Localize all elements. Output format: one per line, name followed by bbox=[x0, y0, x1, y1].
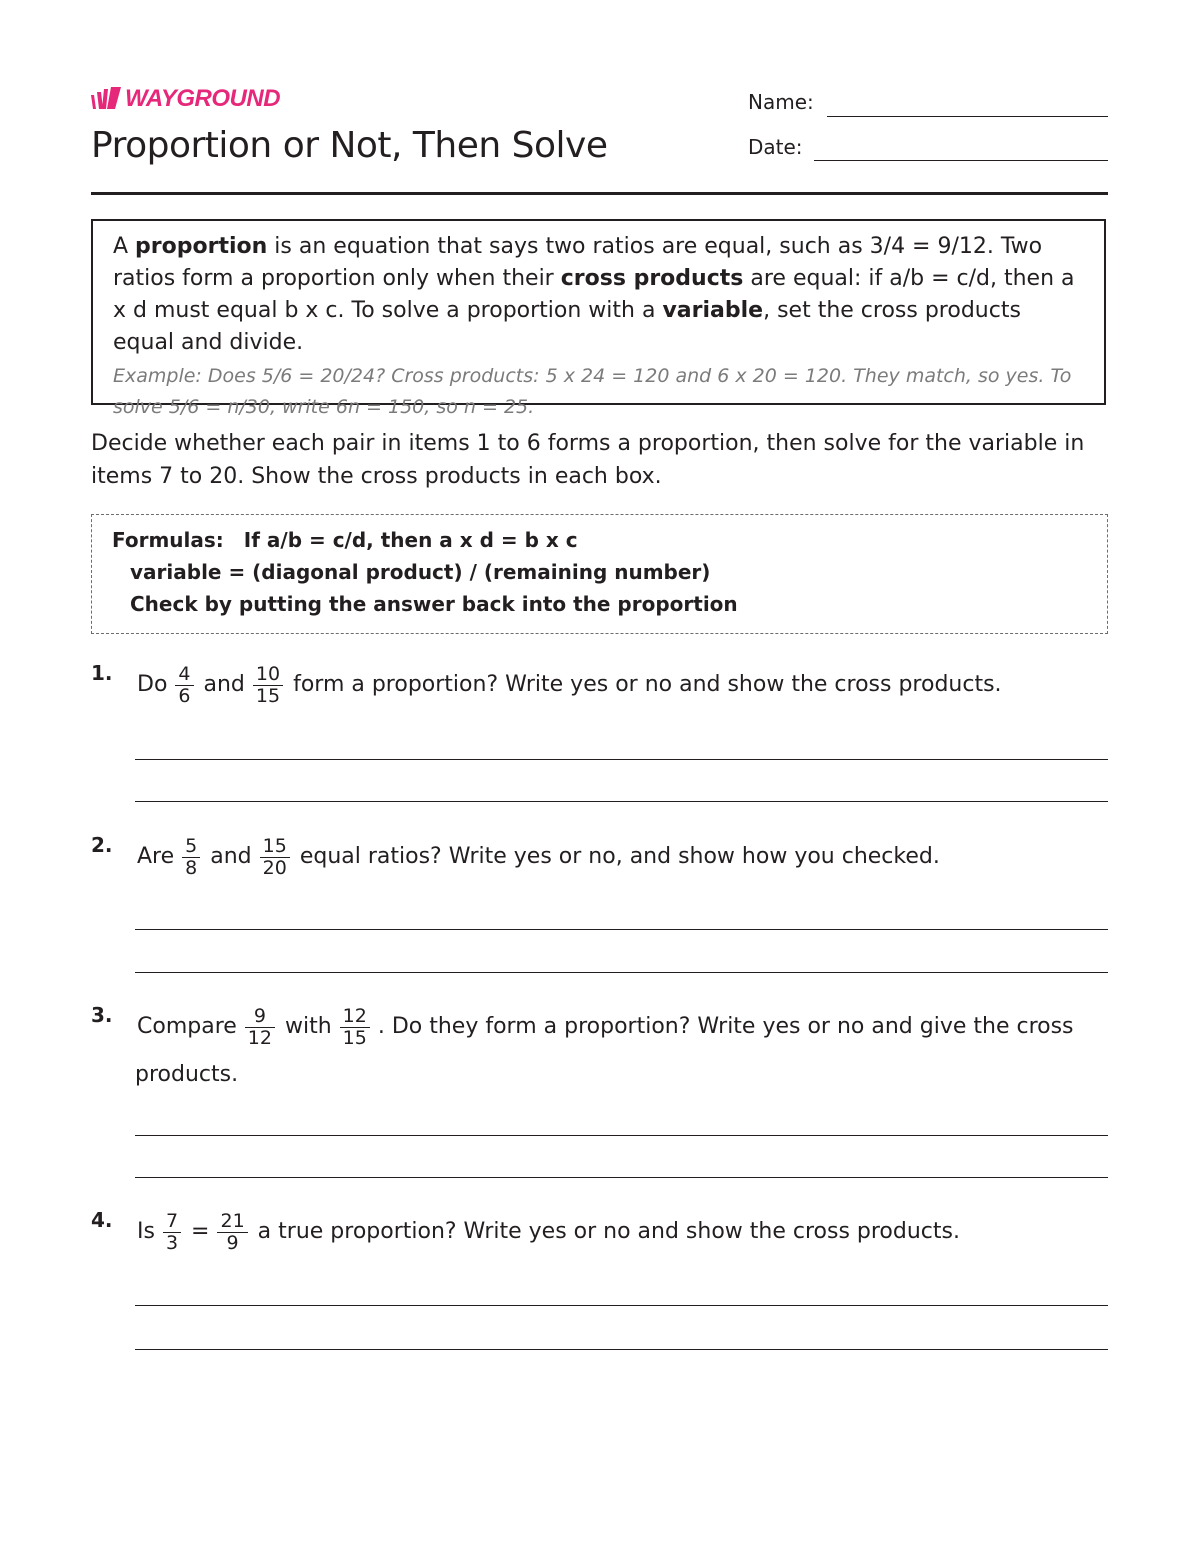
q-word: and bbox=[210, 844, 252, 869]
formula-line-1: If a/b = c/d, then a x d = b x c bbox=[243, 528, 578, 552]
term-variable: variable bbox=[662, 298, 764, 323]
numerator: 4 bbox=[178, 662, 191, 685]
formula-line-2: variable = (diagonal product) / (remaining number) bbox=[130, 560, 711, 584]
answer-line[interactable] bbox=[135, 801, 1108, 802]
numerator: 5 bbox=[185, 834, 198, 857]
denominator: 6 bbox=[175, 685, 193, 707]
denominator: 3 bbox=[163, 1232, 181, 1254]
fraction bbox=[163, 1211, 181, 1254]
fraction bbox=[217, 1211, 247, 1254]
denominator: 15 bbox=[253, 685, 283, 707]
formulas-box bbox=[91, 514, 1108, 634]
question-text bbox=[135, 1003, 1105, 1099]
formulas-label: Formulas: bbox=[112, 528, 224, 552]
date-label: Date: bbox=[748, 135, 803, 159]
brand-logo bbox=[91, 86, 280, 112]
numerator: 7 bbox=[165, 1209, 179, 1232]
q-word: with bbox=[284, 1014, 332, 1039]
answer-line[interactable] bbox=[135, 1177, 1108, 1178]
page-title: Proportion or Not, Then Solve bbox=[91, 125, 608, 166]
def-text-1: A bbox=[113, 234, 136, 259]
answer-line[interactable] bbox=[135, 1305, 1108, 1306]
fraction bbox=[340, 1006, 370, 1049]
answer-line[interactable] bbox=[135, 972, 1108, 973]
question-number: 1. bbox=[91, 661, 113, 685]
numerator: 9 bbox=[253, 1004, 266, 1027]
question-number: 4. bbox=[91, 1208, 113, 1232]
fraction bbox=[260, 836, 290, 879]
q-word: = bbox=[191, 1219, 210, 1244]
numerator: 21 bbox=[220, 1209, 245, 1232]
wayground-logo-icon bbox=[91, 87, 121, 111]
def-text-4: , set the cross products equal and divide. bbox=[113, 298, 1021, 355]
def-text-3: are equal: if a/b = c/d, then a x d must equal b x c. To solve a proportion with a bbox=[113, 266, 1075, 323]
header-divider bbox=[91, 192, 1108, 195]
answer-line[interactable] bbox=[135, 759, 1108, 760]
denominator: 20 bbox=[260, 857, 290, 879]
instructions: Decide whether each pair in items 1 to 6 forms a proportion, then solve for the variable in items 7 to 20. Show the cross products in each box. bbox=[91, 431, 1085, 489]
denominator: 9 bbox=[217, 1232, 247, 1254]
term-proportion: proportion bbox=[135, 234, 268, 259]
answer-line[interactable] bbox=[135, 1135, 1108, 1136]
q-word: equal ratios? Write yes or no, and show how you checked. bbox=[299, 844, 940, 869]
q-word: a true proportion? Write yes or no and show the cross products. bbox=[257, 1219, 960, 1244]
q-word: form a proportion? Write yes or no and show the cross products. bbox=[293, 672, 1002, 697]
question-number: 2. bbox=[91, 833, 113, 857]
term-cross-products: cross products bbox=[560, 266, 744, 291]
question-text bbox=[135, 1208, 1105, 1256]
numerator: 10 bbox=[255, 662, 281, 685]
fraction bbox=[245, 1006, 275, 1049]
q-word: Is bbox=[137, 1219, 155, 1244]
q-word: Compare bbox=[137, 1014, 237, 1039]
definition-box bbox=[91, 219, 1106, 418]
denominator: 8 bbox=[182, 857, 200, 879]
question-number: 3. bbox=[91, 1003, 113, 1027]
denominator: 12 bbox=[245, 1027, 275, 1049]
fraction bbox=[175, 664, 193, 707]
name-label: Name: bbox=[748, 90, 814, 114]
question-text bbox=[135, 833, 1105, 881]
q-word: and bbox=[203, 672, 245, 697]
denominator: 15 bbox=[340, 1027, 370, 1049]
def-text-2: is an equation that says two ratios are equal, such as 3/4 = 9/12. Two ratios form a proportion only when their bbox=[113, 234, 1043, 291]
name-field[interactable] bbox=[827, 116, 1108, 117]
numerator: 12 bbox=[342, 1004, 367, 1027]
fraction bbox=[182, 836, 200, 879]
numerator: 15 bbox=[262, 834, 287, 857]
q-word: Are bbox=[137, 844, 175, 869]
question-text bbox=[135, 661, 1105, 709]
date-field[interactable] bbox=[814, 160, 1108, 161]
fraction bbox=[253, 664, 283, 707]
definition-text bbox=[113, 231, 1084, 359]
answer-line[interactable] bbox=[135, 1349, 1108, 1350]
q-word: . Do they form a proportion? Write yes or no and give the cross products. bbox=[135, 1014, 1074, 1087]
example-text: Example: Does 5/6 = 20/24? Cross products: 5 x 24 = 120 and 6 x 20 = 120. They match, so yes. To solve 5/6 = n/30, write 6n = 150, so n = 25. bbox=[113, 365, 1072, 418]
q-word: Do bbox=[137, 672, 168, 697]
answer-line[interactable] bbox=[135, 929, 1108, 930]
formula-line-3: Check by putting the answer back into the proportion bbox=[130, 592, 738, 616]
brand-name: WAYGROUND bbox=[125, 85, 281, 112]
